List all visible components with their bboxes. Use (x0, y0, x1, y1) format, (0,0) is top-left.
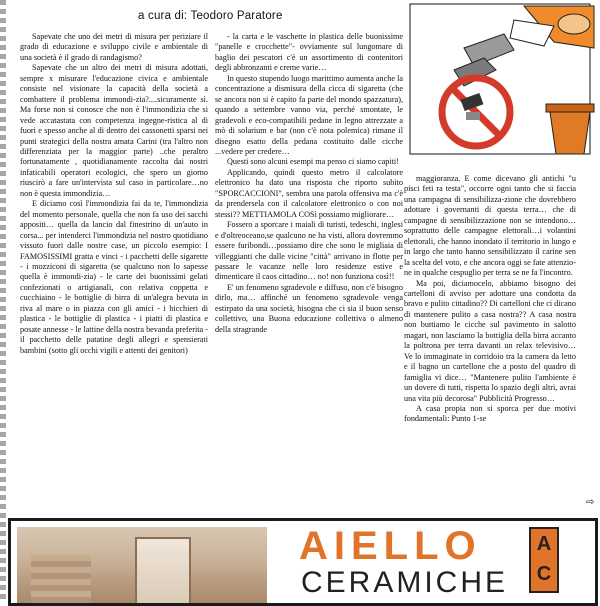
article-column-1 (20, 32, 208, 356)
ad-brand-line1: AIELLO (299, 524, 482, 568)
ad-photo-door (135, 537, 191, 606)
col3-paragraph-3: A casa propia non si sporca per due motivi fondamentali: Punto 1-se (404, 403, 576, 424)
col3-paragraph-1: maggioranza. E come dicevano gli antichi "u pisci feti ra testa", occorre ogni tanto che si faccia una campagna di sensibilizza-zione che dovrebbero adottare i governanti di questa terra… che di campagne di sensibilizzazione non se intendono… soprattutto delle campagne elettorali…i volantini elettorali, che hanno inondato il territorio in lungo e in largo che tanto hanno sensibilizzato il carine sen la scelta del voto, e che ancora oggi se fate attenzio-ne in qualche cespuglio per terra se ne fa l'incontro. (404, 174, 576, 278)
col2-paragraph-6: E' un fenomeno sgradevole e diffuso, non c'è bisogno dirlo, ma… affinché un fenomeno sgradevole venga estirpato da una società, bisogna che ci sia il buon senso collettivo, una Buona educazione collettiva o almeno della stragrande (215, 282, 403, 334)
ad-brand-line2: CERAMICHE (301, 566, 509, 599)
ad-logo (529, 527, 559, 593)
left-margin-rule (0, 0, 6, 600)
byline: a cura di: Teodoro Paratore (138, 10, 283, 22)
col1-paragraph-1: Sapevate che uno dei metri di misura per periziare il grado di educazione e sviluppo civile e ambientale di una società è il grado di randagismo? (20, 32, 208, 62)
article-column-2 (215, 32, 403, 335)
no-littering-illustration (404, 0, 600, 160)
ad-photo-shelf (31, 555, 91, 606)
col1-paragraph-3: E diciamo così l'immondizia fai da te, l'immondizia del momento personale, quella che non fa uso dei sacchi appositi… quella da lancio dal finestrino di un'auto in corsa... per intenderci l'immondizia nel nostro quotidiano vissuto fuori dalle nostre case, un piccolo esempio: I FAMOSISSIMI gratta e vinci - i pacchetti delle sigarette - i mozziconi di sigaretta (se qualcuno non lo sapesse quella è immondi-zia) - le carte dei buonissimi gelati confezionati o artigianali, con relativa coppetta e cucchiaino - le bottiglie di birra di un'alegra bevuta in riva al mare o in piazza con gli amici - i bicchieri di plastica - le bottiglie di plastica - i piatti di plastica e posate annesse - le lattine della nostra bevanda preferita - il pacchetto delle patatine degli allegri e spensierati bambini (sotto gli occhi vigili e attenti dei genitori) (20, 199, 208, 355)
col2-paragraph-5: Fossero a sporcare i maiali di turisti, tedeschi, inglesi e d'oltreoceano,se qualcuno ne ha visti, allora dovremmo essere furibondi…possiamo dire che sono le migliaia di villeggianti che dalle vicine "città" arrivano in flotte per passare le vacanze nelle loro residenze estive e dimenticare il caos cittadino… no! non funziona così!! (215, 220, 403, 282)
ad-logo-top: A (536, 533, 552, 555)
col2-paragraph-2: In questo stupendo luogo marittimo aumenta anche la concentrazione a dismisura della cicca di sigaretta (che se ancora non si è capito fa parte del mondo spazzatura), quando a settembre vanno via, perché smontate, le gradevoli e eco-compatibili pedane in legno attrezzate a mò di solarium e bar (non c'è nota polemica) rimane il disegno esatto della pedana costituito dalle cicche ...vedere per credere… (215, 73, 403, 156)
illustration-svg (404, 0, 600, 160)
col2-paragraph-4: Applicando, quindi questo metro il calcolatore elettronico ha dato una risposta che riporto subito "SPORCACCIONI", sembra una parola offensiva ma c'è da prendersela con il calcolatore elettronico o con noi stessi?? METTIAMOLA COSì possiamo migliorare… (215, 167, 403, 219)
ad-logo-bottom: C (536, 563, 552, 585)
col1-paragraph-2: Sapevate che un altro dei metri di misura adottati, sempre x misurare l'educazione civica e ambientale consiste nel visionare la capacità della società a combattere il problema immondi-zia?....sicuramente sì. Ma forse non si conosce che non è l'immondizia che si vede accatastata con competenza ingegne-ristica al di fuori e spesso anche al di dentro dei cassonetti sparsi nei punti strategici della nostra amata Carini (tra l'altro non differenziata per la maggior parte) ..che peraltro fortunatamente , quotidianamente raccolta dai nostri infaticabili operatori ecologici, che spero un giorno riuscirò a fare un'intervista sul caso in particolare…no non è questa immondizia… (20, 63, 208, 198)
article-column-3 (404, 174, 576, 425)
ad-showroom-photo (17, 527, 267, 606)
advertisement-aiello-ceramiche (8, 518, 598, 606)
col2-paragraph-1: - la carta e le vaschette in plastica delle buonissime "panelle e crocchette"- ovviamente sul lungomare di baglio dei pescatori c'è un assortimento di contenitori degli abbronzanti e creme varie… (215, 32, 403, 73)
continue-arrow-icon: ⇨ (586, 497, 595, 508)
col3-paragraph-2: Ma poi, diciamocelo, abbiamo bisogno dei cartelloni di avviso per adottare una condotta da bravo e pulito cittadino?? Di cartelloni che ci dicano di mantenere pulito a casa nostra?? A casa nostra non buttiamo le cicche sul pavimento in salotto magari, non lasciamo la bottiglia della birra accanto la poltrona per terra davanti un relax televisivo… Ve lo immaginate in corridoio tra la camera da letto e il bagno un cartellone che a posto del quadro di famiglia vi dice… "Mantenere pulito l'ambiente è un dovere di tutti, rispetta lo spazio degli altri, avrai una vita più decorosa" Pubblicità Progresso… (404, 278, 576, 403)
col2-paragraph-3: Questi sono alcuni esempi ma penso ci siamo capiti! (227, 157, 399, 167)
